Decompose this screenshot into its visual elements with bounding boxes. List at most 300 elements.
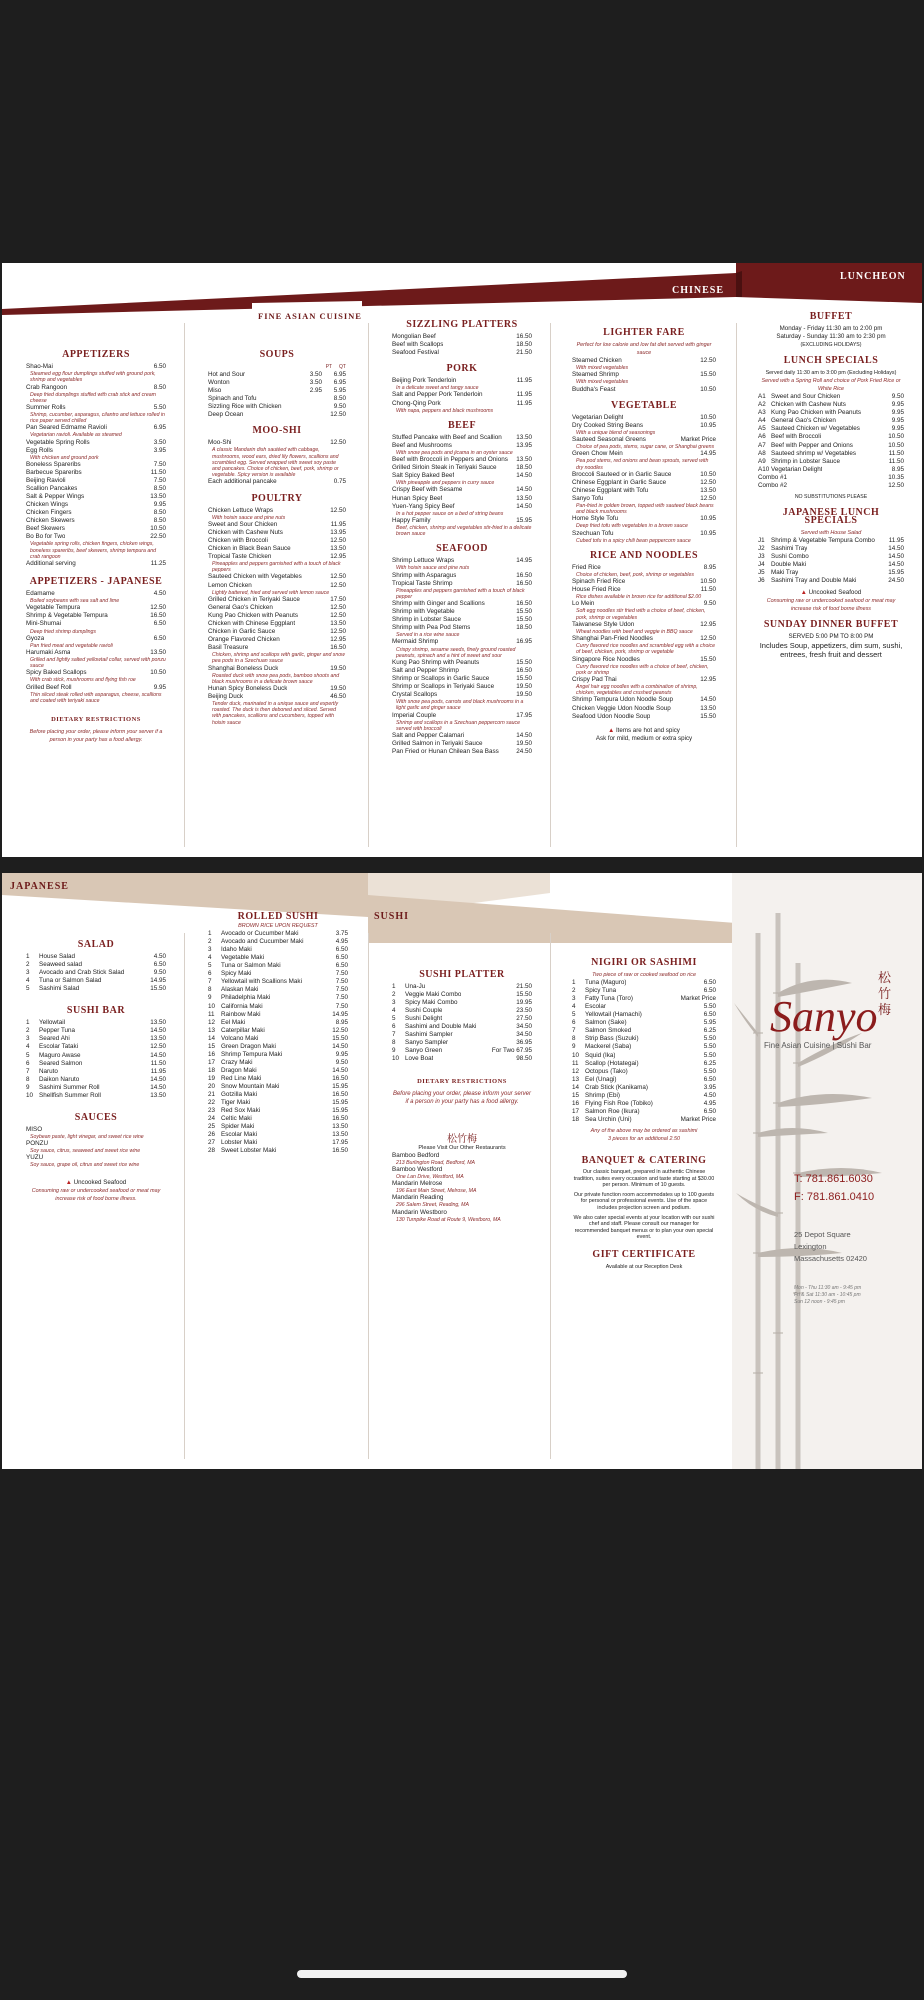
menu-item-code: 6 (208, 970, 212, 978)
menu-item-price: 6.50 (703, 987, 716, 995)
menu-item-name: Shrimp & Vegetable Tempura Combo (771, 536, 875, 544)
menu-page-japanese (2, 873, 922, 1469)
menu-item-price: 8.50 (153, 383, 166, 391)
menu-item-price: 9.95 (891, 409, 904, 417)
menu-item-left (26, 461, 81, 469)
menu-item-row (392, 495, 532, 503)
section-title-gift-certificate: GIFT CERTIFICATE (592, 1249, 696, 1261)
menu-item-price: For Two 67.95 (491, 1047, 532, 1055)
menu-item-code: A1 (758, 393, 766, 401)
menu-item-left (26, 1027, 75, 1035)
menu-item-left (26, 649, 70, 657)
section-title-rice-noodles: RICE AND NOODLES (589, 549, 699, 561)
menu-item-name: Taiwanese Style Udon (572, 620, 635, 628)
menu-item-row (26, 501, 166, 509)
menu-item-name: Tropical Taste Chicken (208, 553, 272, 561)
menu-item-row (572, 987, 716, 995)
menu-item-row (208, 978, 348, 986)
menu-item-name: Eel (Unagi) (585, 1075, 617, 1083)
menu-item-row (392, 1023, 532, 1031)
menu-item-left (26, 1076, 79, 1084)
menu-item-code: A9 (758, 457, 766, 465)
menu-item-row (26, 620, 166, 628)
menu-item-price: 12.95 (330, 553, 346, 561)
menu-item-code: A10 (758, 465, 770, 473)
menu-item-row (392, 456, 532, 464)
menu-item-row (392, 608, 532, 616)
menu-item-row (392, 442, 532, 450)
sushi-bar-list (26, 1019, 166, 1099)
menu-item-row (26, 485, 166, 493)
menu-item-row (26, 985, 166, 993)
hot-spicy-note (572, 727, 716, 735)
menu-item-price-qt: 9.50 (333, 403, 346, 411)
menu-item-price: 16.50 (516, 333, 532, 341)
menu-item-code: 1 (26, 1019, 30, 1027)
menu-item-price: 7.50 (335, 1002, 348, 1010)
menu-item-left (392, 1055, 433, 1063)
menu-item-code: 5 (26, 985, 30, 993)
menu-item-name: Shrimp Tempura Maki (221, 1050, 283, 1058)
menu-item-left (572, 1003, 606, 1011)
menu-item-name: Barbecue Spareribs (26, 469, 82, 476)
menu-item-left (392, 748, 499, 756)
menu-item-name: General Gao's Chicken (208, 603, 273, 611)
menu-item-code: 5 (392, 1015, 396, 1023)
menu-item-name: Sashimi Tray and Double Maki (771, 577, 857, 585)
menu-item-code: 9 (392, 1047, 396, 1055)
menu-item-row (208, 1019, 348, 1027)
menu-item-name: Shrimp or Scallops in Garlic Sauce (392, 675, 490, 682)
menu-item-left (208, 685, 287, 693)
menu-item-row (208, 986, 348, 994)
menu-item-description: Cubed tofu in a spicy chili bean peppercorn sauce (576, 537, 691, 544)
menu-item-prices (306, 379, 346, 387)
menu-item-left (26, 1126, 42, 1134)
menu-item-name: Yellowtail (39, 1019, 66, 1027)
menu-item-left (572, 995, 633, 1003)
menu-item-name: Sanyo Green (405, 1047, 443, 1055)
menu-item-left (208, 1139, 257, 1147)
address-block (794, 1229, 867, 1265)
menu-item-left (26, 384, 67, 392)
menu-item-left (208, 573, 302, 581)
menu-item-name: Grilled Beef Roll (26, 683, 72, 691)
menu-item-row (392, 1055, 532, 1063)
menu-item-description: Beef, chicken, shrimp and vegetables stir-fried in a delicate brown sauce (396, 524, 532, 538)
menu-item-name: Crispy Beef with Sesame (392, 486, 463, 494)
menu-item-row (572, 530, 716, 538)
menu-item-row (758, 482, 904, 490)
menu-item-left (208, 644, 248, 652)
menu-item-left (392, 1039, 448, 1047)
menu-item-price: 13.50 (516, 433, 532, 441)
menu-item-price: 98.50 (516, 1055, 532, 1063)
menu-item-left (208, 371, 245, 379)
menu-item-left (758, 442, 853, 450)
menu-item-code: 12 (572, 1067, 580, 1075)
menu-item-row (392, 1007, 532, 1015)
menu-item-left (26, 363, 53, 371)
menu-item-row (208, 685, 346, 693)
menu-item-left (208, 693, 243, 701)
menu-item-left (26, 977, 101, 985)
menu-item-name: Tiger Maki (221, 1099, 251, 1107)
menu-item-address: 196 East Main Street, Melrose, MA (396, 1188, 477, 1195)
menu-item-description: With snow pea pods, carrots and black mushrooms in a light garlic and ginger sauce (396, 699, 524, 712)
brand-kanji: 松竹梅 (878, 971, 892, 1018)
menu-item-price: 7.50 (153, 460, 166, 468)
menu-item-name: Crystal Scallops (392, 691, 438, 699)
menu-item-prices (306, 395, 346, 403)
menu-item-price: 14.95 (150, 977, 166, 985)
menu-item-code: 17 (208, 1058, 216, 1066)
menu-item-price: 12.50 (150, 604, 166, 612)
soup-col-pt: PT (325, 364, 333, 371)
menu-item-left (392, 740, 483, 748)
menu-item-name: Seafood Udon Noodle Soup (572, 712, 651, 720)
menu-item-price: 14.50 (332, 1042, 348, 1050)
menu-item-name: Philadelphia Maki (221, 994, 271, 1002)
menu-item-name: Sauteed Chicken w/ Vegetables (771, 425, 860, 433)
menu-item-name: Vegetarian Delight (771, 465, 823, 473)
menu-item-name: Crab Stick (Kanikama) (585, 1083, 648, 1091)
menu-item-left (572, 487, 648, 495)
menu-item-price: 15.50 (150, 985, 166, 993)
menu-item-description: Grilled and lightly salted yellowtail collar, served with ponzu sauce (30, 657, 166, 670)
menu-item-row (26, 509, 166, 517)
menu-item-name: MISO (26, 1125, 43, 1133)
menu-item-price: 10.50 (150, 669, 166, 677)
menu-item-row (208, 1003, 348, 1011)
menu-item-name: Orange Flavored Chicken (208, 636, 280, 643)
menu-item-price: 12.50 (330, 506, 346, 514)
menu-item-price: 24.50 (888, 577, 904, 585)
menu-item-price: 19.95 (516, 999, 532, 1007)
menu-item-code: 9 (572, 1043, 576, 1051)
menu-item-name: Steamed Shrimp (572, 371, 619, 379)
menu-item-name: Beef and Mushrooms (392, 441, 452, 449)
menu-item-price: 3.50 (153, 438, 166, 446)
menu-item-left (26, 985, 79, 993)
menu-item-left (758, 425, 860, 433)
menu-item-row (572, 479, 716, 487)
menu-item-left (758, 474, 787, 482)
nigiri-note: Any of the above may be ordered as sashimi (590, 1127, 698, 1134)
menu-item-row (208, 596, 346, 604)
menu-item-price: 12.95 (330, 636, 346, 643)
menu-item-row (572, 979, 716, 987)
menu-item-row (26, 1027, 166, 1035)
menu-item-name: Seafood Festival (392, 349, 439, 357)
menu-item-price: 14.50 (150, 1083, 166, 1091)
sizzling-list (392, 333, 532, 357)
menu-item-name: Salmon Smoked (585, 1027, 632, 1035)
menu-item-price: 14.50 (888, 553, 904, 561)
menu-item-left (26, 404, 66, 412)
menu-item-price: 15.50 (700, 371, 716, 379)
menu-item-left (572, 586, 621, 594)
menu-item-name: Grilled Chicken in Teriyaki Sauce (208, 595, 300, 603)
menu-item-name: Chicken with Cashew Nuts (208, 528, 283, 536)
hours-line-2: Fri & Sat 11:30 am - 10:45 pm (794, 1292, 861, 1298)
menu-item-row (26, 612, 166, 620)
menu-item-name: Vegetable Spring Rolls (26, 438, 90, 446)
menu-item-left (26, 477, 66, 485)
nigiri-note-2: 3 pieces for an additional 2.50 (608, 1135, 680, 1142)
menu-item-code: J6 (758, 577, 765, 585)
menu-item-name: Crazy Maki (221, 1058, 253, 1066)
menu-item-price: 6.50 (335, 962, 348, 970)
menu-item-left (26, 590, 55, 598)
menu-item-left (208, 1107, 260, 1115)
menu-item-name: Avocado and Crab Stick Salad (39, 969, 125, 977)
menu-item-name: Shrimp & Vegetable Tempura (26, 612, 108, 620)
menu-item-row (26, 1052, 166, 1060)
menu-item-row (208, 553, 346, 561)
menu-item-left (392, 638, 438, 646)
menu-item-code: 3 (26, 1035, 30, 1043)
section-title-sauces: SAUCES (74, 1111, 118, 1123)
menu-item-row (208, 1091, 348, 1099)
menu-item-code: 6 (392, 1023, 396, 1031)
beef-list (392, 434, 532, 537)
menu-item-left (208, 553, 271, 561)
menu-item-name: Sweet and Sour Chicken (771, 393, 841, 401)
menu-item-price: 5.50 (153, 403, 166, 411)
menu-item-row (208, 507, 346, 515)
menu-item-code: 20 (208, 1082, 216, 1090)
menu-item-price: 4.50 (153, 590, 166, 598)
menu-item-left (758, 577, 856, 585)
menu-item-left (758, 537, 875, 545)
menu-item-name: Daikon Naruto (39, 1075, 80, 1083)
rolled-sushi-subtitle: BROWN RICE UPON REQUEST (238, 923, 318, 930)
menu-item-left (26, 1068, 58, 1076)
menu-item-row (26, 469, 166, 477)
menu-item-row (572, 600, 716, 608)
menu-item-price: 17.95 (516, 711, 532, 719)
menu-item-price: 13.50 (150, 648, 166, 656)
menu-item-name: Imperial Couple (392, 711, 437, 719)
menu-item-left (26, 953, 75, 961)
menu-item-description: Shrimp and scallops in a Szechuan peppercorn sauce served with broccoli (396, 719, 520, 732)
menu-item-left (572, 450, 623, 458)
menu-item-code: 1 (208, 930, 212, 938)
menu-item-left (208, 1059, 253, 1067)
menu-item-row (758, 409, 904, 417)
home-indicator[interactable] (297, 1970, 627, 1978)
menu-item-code: 6 (572, 1019, 576, 1027)
sauces-list (26, 1126, 166, 1169)
menu-item-left (208, 1131, 257, 1139)
menu-item-left (26, 485, 77, 493)
menu-item-price-qt: 6.95 (333, 371, 346, 379)
menu-item-prices (306, 403, 346, 411)
menu-item-price: 3.75 (335, 930, 348, 938)
menu-item-price: 10.95 (700, 421, 716, 429)
menu-item-name: Home Style Tofu (572, 515, 619, 523)
menu-item-left (208, 954, 264, 962)
menu-item-left (758, 433, 821, 441)
menu-item-left (208, 537, 268, 545)
menu-item-description: Pan fried meat and vegetable ravioli (30, 642, 113, 649)
menu-item-left (392, 600, 485, 608)
menu-item-row (26, 977, 166, 985)
menu-item-name: Beijing Pork Tenderloin (392, 377, 457, 385)
menu-item-price: 15.95 (516, 516, 532, 524)
menu-item-name: Chicken Fingers (26, 509, 72, 517)
menu-item-row (572, 450, 716, 458)
menu-item-code: 16 (208, 1050, 216, 1058)
menu-item-left (572, 987, 616, 995)
menu-item-row (208, 636, 346, 644)
menu-item-price: 11.50 (150, 1059, 166, 1067)
menu-item-row (572, 1068, 716, 1076)
menu-item-left (392, 333, 436, 341)
menu-item-row (572, 1003, 716, 1011)
menu-item-row (208, 665, 346, 673)
menu-item-name: Salt Spicy Baked Beef (392, 472, 455, 480)
lunch-list (758, 393, 904, 490)
menu-item-left (392, 1194, 443, 1202)
menu-item-price: 12.50 (700, 357, 716, 365)
sushi-platter-list (392, 983, 532, 1063)
menu-item-name: Basil Treasure (208, 644, 249, 652)
menu-item-price: 27.50 (516, 1015, 532, 1023)
menu-item-left (392, 999, 458, 1007)
address-line-1: 25 Depot Square (794, 1230, 851, 1239)
menu-item-name: Spicy Maki Combo (405, 999, 458, 1007)
seafood-list (392, 557, 532, 756)
menu-item-name: Seaweed salad (39, 961, 83, 969)
menu-item-address: 296 Salem Street, Reading, MA (396, 1202, 469, 1209)
lunch-intro-2: Served with a Spring Roll and choice of Pork Fried Rice or White Rice (761, 378, 901, 393)
menu-item-price: 15.50 (516, 991, 532, 999)
menu-item-name: Each additional pancake (208, 478, 277, 486)
menu-item-code: 23 (208, 1107, 216, 1115)
sunday-buffet-includes: Includes Soup, appetizers, dim sum, sushi, entrees, fresh fruit and dessert (759, 641, 903, 660)
section-title-nigiri: NIGIRI OR SASHIMI (591, 957, 697, 968)
menu-item-price: 13.50 (330, 544, 346, 552)
menu-item-row (392, 1152, 532, 1160)
vegetable-list (572, 414, 716, 544)
menu-item-code: 5 (26, 1051, 30, 1059)
menu-item-code: 18 (572, 1115, 580, 1123)
menu-item-prices (306, 371, 346, 379)
menu-item-address: 213 Burlington Road, Bedford, MA (396, 1159, 476, 1166)
menu-item-left (392, 624, 470, 632)
menu-item-price: 16.50 (332, 1074, 348, 1082)
menu-item-row (208, 379, 346, 387)
menu-item-row (392, 503, 532, 511)
menu-item-price: 6.50 (703, 1075, 716, 1083)
rice-list (572, 564, 716, 721)
menu-item-price: Market Price (680, 1115, 716, 1123)
menu-item-left (26, 1060, 82, 1068)
menu-item-row (208, 693, 346, 701)
menu-item-price: 18.50 (516, 624, 532, 632)
menu-item-name: Shanghai Pan-Fried Noodles (572, 635, 653, 643)
menu-item-left (208, 478, 277, 486)
menu-item-left (208, 665, 278, 673)
menu-item-left (572, 656, 640, 664)
menu-item-description: With chicken and ground pork (30, 454, 99, 461)
menu-item-left (572, 621, 634, 629)
lighter-list (572, 357, 716, 394)
brand-tagline: Fine Asian Cuisine | Sushi Bar (764, 1041, 872, 1050)
menu-item-price: 12.95 (700, 620, 716, 628)
menu-item-price: 10.50 (150, 525, 166, 533)
menu-item-row (572, 357, 716, 365)
menu-item-price: 34.50 (516, 1023, 532, 1031)
menu-item-left (208, 628, 275, 636)
menu-item-name: Scallop (Hotategai) (585, 1059, 639, 1067)
menu-item-price: 12.50 (150, 1043, 166, 1051)
menu-item-name: Beef with Scallops (392, 341, 444, 349)
menu-item-left (26, 501, 68, 509)
menu-item-row (208, 1043, 348, 1051)
menu-item-name: Broccoli Sauteed or in Garlic Sauce (572, 470, 672, 478)
menu-item-left (208, 521, 277, 529)
menu-item-left (392, 377, 456, 385)
menu-item-row (392, 1031, 532, 1039)
menu-item-row (208, 620, 346, 628)
menu-item-left (392, 557, 454, 565)
menu-item-left (392, 1166, 442, 1174)
lunch-intro: Served daily 11:30 am to 3:00 pm (Excluding Holidays) (765, 370, 897, 377)
menu-item-row (26, 590, 166, 598)
menu-item-price: 14.50 (516, 472, 532, 480)
menu-item-price: 6.50 (153, 634, 166, 642)
menu-item-row (208, 1051, 348, 1059)
menu-item-price: 12.50 (330, 536, 346, 544)
menu-item-row (26, 461, 166, 469)
menu-item-left (758, 417, 836, 425)
menu-item-price: 10.35 (888, 473, 904, 481)
menu-item-name: Gyoza (26, 634, 45, 642)
menu-item-code: 4 (392, 1007, 396, 1015)
menu-item-price: 15.50 (332, 1034, 348, 1042)
menu-item-name: Wonton (208, 379, 230, 387)
menu-item-name: Moo-Shi (208, 439, 232, 447)
tab-chinese: CHINESE (672, 285, 725, 296)
menu-item-row (208, 395, 346, 403)
menu-item-code: 1 (572, 979, 576, 987)
menu-item-description: Curry flavored rice noodles with a choice of beef, chicken, pork or shrimp (576, 663, 709, 676)
menu-item-price: 9.50 (891, 393, 904, 401)
menu-item-left (208, 1051, 282, 1059)
menu-item-name: Egg Rolls (26, 446, 53, 454)
menu-item-left (208, 620, 295, 628)
menu-item-name: Spinach Fried Rice (572, 578, 626, 586)
menu-item-left (208, 1075, 261, 1083)
menu-item-left (392, 517, 431, 525)
menu-item-row (758, 417, 904, 425)
menu-item-row (208, 1107, 348, 1115)
menu-item-name: Harumaki Asma (26, 648, 71, 656)
menu-item-left (572, 436, 646, 444)
menu-item-row (26, 1035, 166, 1043)
menu-item-description: With a unique blend of seasonings (576, 429, 656, 436)
menu-item-name: Salt & Pepper Wings (26, 493, 85, 501)
menu-item-price: 13.50 (516, 494, 532, 502)
menu-item-price: 12.95 (700, 676, 716, 684)
menu-item-name: Chicken with Chinese Eggplant (208, 619, 296, 627)
menu-item-left (208, 938, 304, 946)
menu-item-name: Spicy Tuna (585, 987, 617, 995)
menu-item-name: Grilled Salmon in Teriyaki Sauce (392, 740, 483, 748)
